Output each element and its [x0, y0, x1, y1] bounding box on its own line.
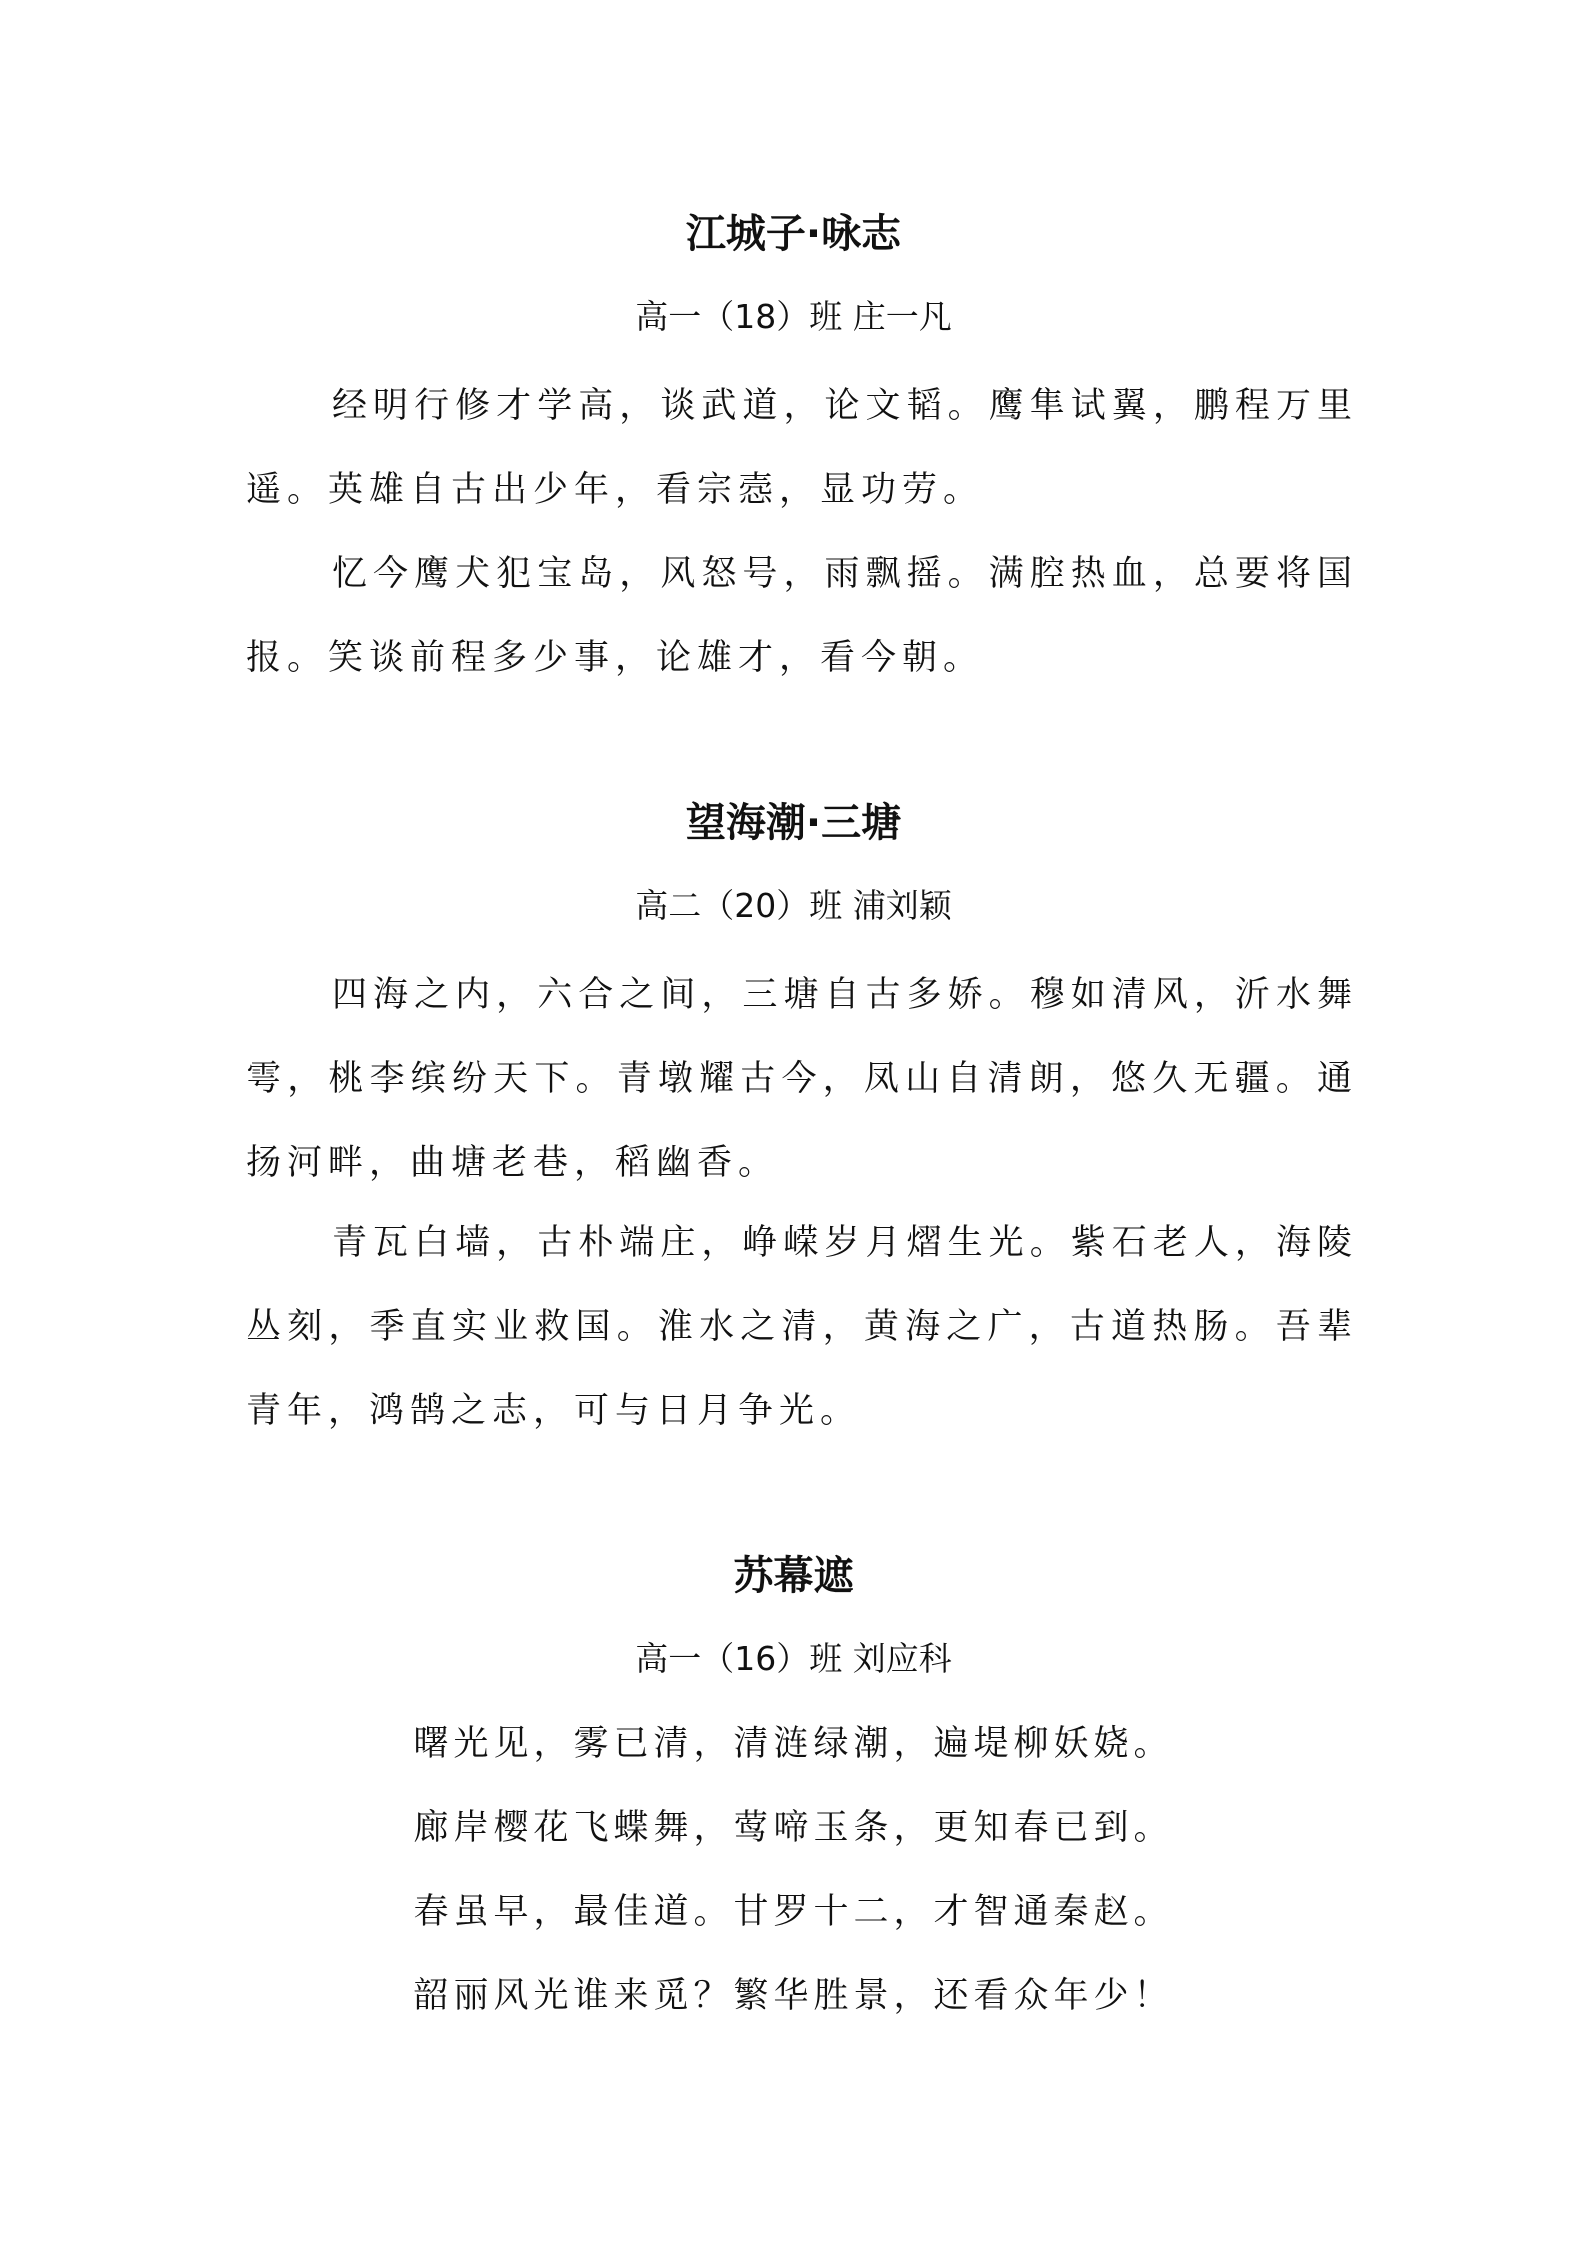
- poem-paragraph: 忆今鹰犬犯宝岛，风怒号，雨飘摇。满腔热血，总要将国报。笑谈前程多少事，论雄才，看今朝。: [246, 554, 1358, 678]
- poem-paragraph: 经明行修才学高，谈武道，论文韬。鹰隼试翼，鹏程万里遥。英雄自古出少年，看宗悫，显功劳。: [246, 386, 1358, 510]
- poem-paragraph: 青瓦白墙，古朴端庄，峥嵘岁月熠生光。紫石老人，海陵丛刻，季直实业救国。淮水之清，黄海之广，古道热肠。吾辈青年，鸿鹄之志，可与日月争光。: [246, 1223, 1358, 1431]
- poem-line: 曙光见，雾已清，清涟绿潮，遍堤柳妖娆。: [413, 1724, 1174, 1764]
- poem-author: 高二（20）班 浦刘颖: [635, 886, 952, 925]
- poem-title: 望海潮·三塘: [685, 800, 902, 846]
- poem-title: 苏幕遮: [733, 1553, 854, 1599]
- poem-title: 江城子·咏志: [685, 211, 902, 257]
- poem-paragraph: 四海之内，六合之间，三塘自古多娇。穆如清风，沂水舞雩，桃李缤纷天下。青墩耀古今，凤山自清朗，悠久无疆。通扬河畔，曲塘老巷，稻幽香。: [246, 975, 1358, 1183]
- poem-line: 春虽早，最佳道。甘罗十二，才智通秦赵。: [413, 1892, 1174, 1932]
- poem-line: 廊岸樱花飞蝶舞，莺啼玉条，更知春已到。: [413, 1808, 1174, 1848]
- poem-author: 高一（18）班 庄一凡: [635, 297, 952, 336]
- poem-line: 韶丽风光谁来觅？繁华胜景，还看众年少！: [413, 1976, 1174, 2016]
- poem-author: 高一（16）班 刘应科: [635, 1639, 952, 1678]
